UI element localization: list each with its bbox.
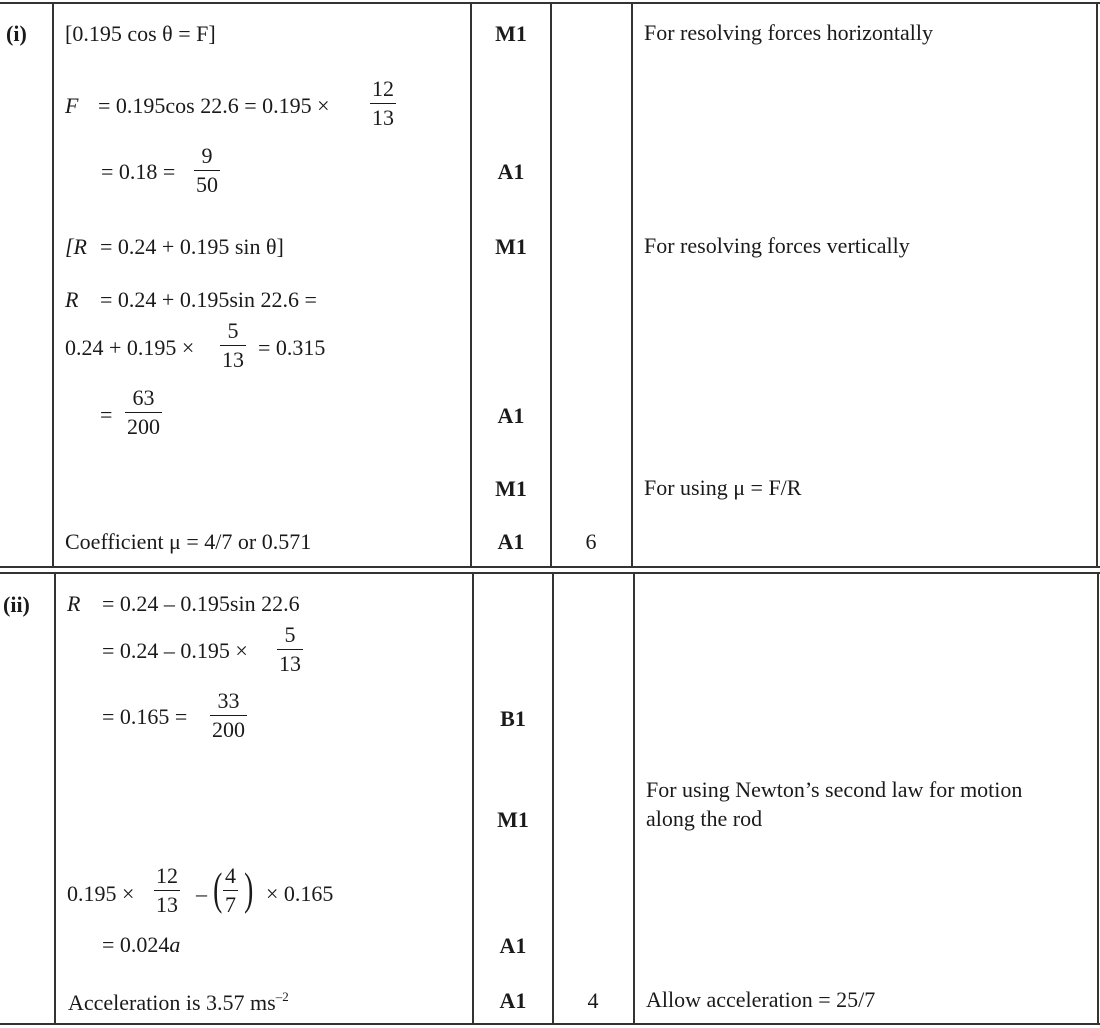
guidance-note: For resolving forces horizontally [644, 20, 933, 45]
mark: A1 [497, 403, 525, 428]
working-line: = 0.24 + 0.195 sin θ] [100, 234, 284, 259]
row-ii-top-border [0, 572, 1100, 574]
fraction: $\frac{5}{13}$ [222, 318, 244, 372]
col-divider-5b [1097, 572, 1099, 1025]
col-divider-3b [552, 572, 554, 1025]
paren-right: ) [244, 863, 254, 914]
fraction: $\frac{5}{13}$ [279, 622, 301, 676]
working-var: F [65, 93, 79, 118]
guidance-note: For using μ = F/R [644, 475, 802, 500]
working-line: – [196, 881, 207, 906]
col-divider-5 [1096, 2, 1098, 568]
part-label: (ii) [3, 592, 30, 617]
working-line: = 0.24 – 0.195sin 22.6 [102, 591, 300, 616]
guidance-note: For using Newton’s second law for motion [646, 777, 1023, 802]
guidance-note: For resolving forces vertically [644, 233, 910, 258]
mark: M1 [495, 476, 527, 501]
mark: A1 [499, 933, 527, 958]
mark: A1 [497, 159, 525, 184]
working-line: [0.195 cos θ = F] [65, 21, 216, 46]
col-divider-2b [472, 572, 474, 1025]
working-var: [R [65, 234, 87, 259]
mark: A1 [499, 988, 527, 1013]
col-divider-1 [52, 2, 54, 568]
col-divider-4 [631, 2, 633, 568]
total-marks: 4 [587, 988, 599, 1013]
working-line: = [100, 402, 113, 427]
mark: M1 [497, 807, 529, 832]
guidance-note: along the rod [646, 806, 763, 831]
fraction: $\frac{9}{50}$ [196, 143, 218, 197]
table-border-bottom [0, 1023, 1100, 1025]
working-var: R [67, 591, 81, 616]
working-line: = 0.24 + 0.195sin 22.6 = [100, 287, 317, 312]
mark: M1 [495, 234, 527, 259]
paren-left: ( [213, 863, 223, 914]
fraction: $\frac{4}{7}$ [225, 863, 236, 917]
working-var: R [65, 287, 79, 312]
working-line: = 0.18 = [101, 159, 176, 184]
working-line: = 0.315 [258, 335, 326, 360]
working-line: 0.24 + 0.195 × [65, 335, 195, 360]
col-divider-4b [633, 572, 635, 1025]
working-line: = 0.165 = [102, 704, 188, 729]
final-answer: Coefficient μ = 4/7 or 0.571 [65, 529, 312, 554]
part-label: (i) [6, 21, 27, 46]
working-line: = 0.024a [102, 932, 181, 957]
fraction: $\frac{63}{200}$ [127, 385, 160, 439]
working-line: 0.195 × [67, 881, 135, 906]
guidance-note: Allow acceleration = 25/7 [646, 987, 876, 1012]
mark: M1 [495, 21, 527, 46]
working-line: = 0.195cos 22.6 = 0.195 × [98, 93, 330, 118]
mark: B1 [500, 706, 526, 731]
final-answer: Acceleration is 3.57 $ms^{-2}$ [68, 989, 289, 1015]
col-divider-1b [54, 572, 56, 1025]
fraction: $\frac{12}{13}$ [372, 76, 394, 130]
fraction: $\frac{12}{13}$ [156, 863, 178, 917]
fraction: $\frac{33}{200}$ [212, 688, 245, 742]
working-line: = 0.24 – 0.195 × [102, 638, 248, 663]
mark: A1 [497, 529, 525, 554]
total-marks: 6 [585, 529, 597, 554]
working-line: × 0.165 [266, 881, 334, 906]
